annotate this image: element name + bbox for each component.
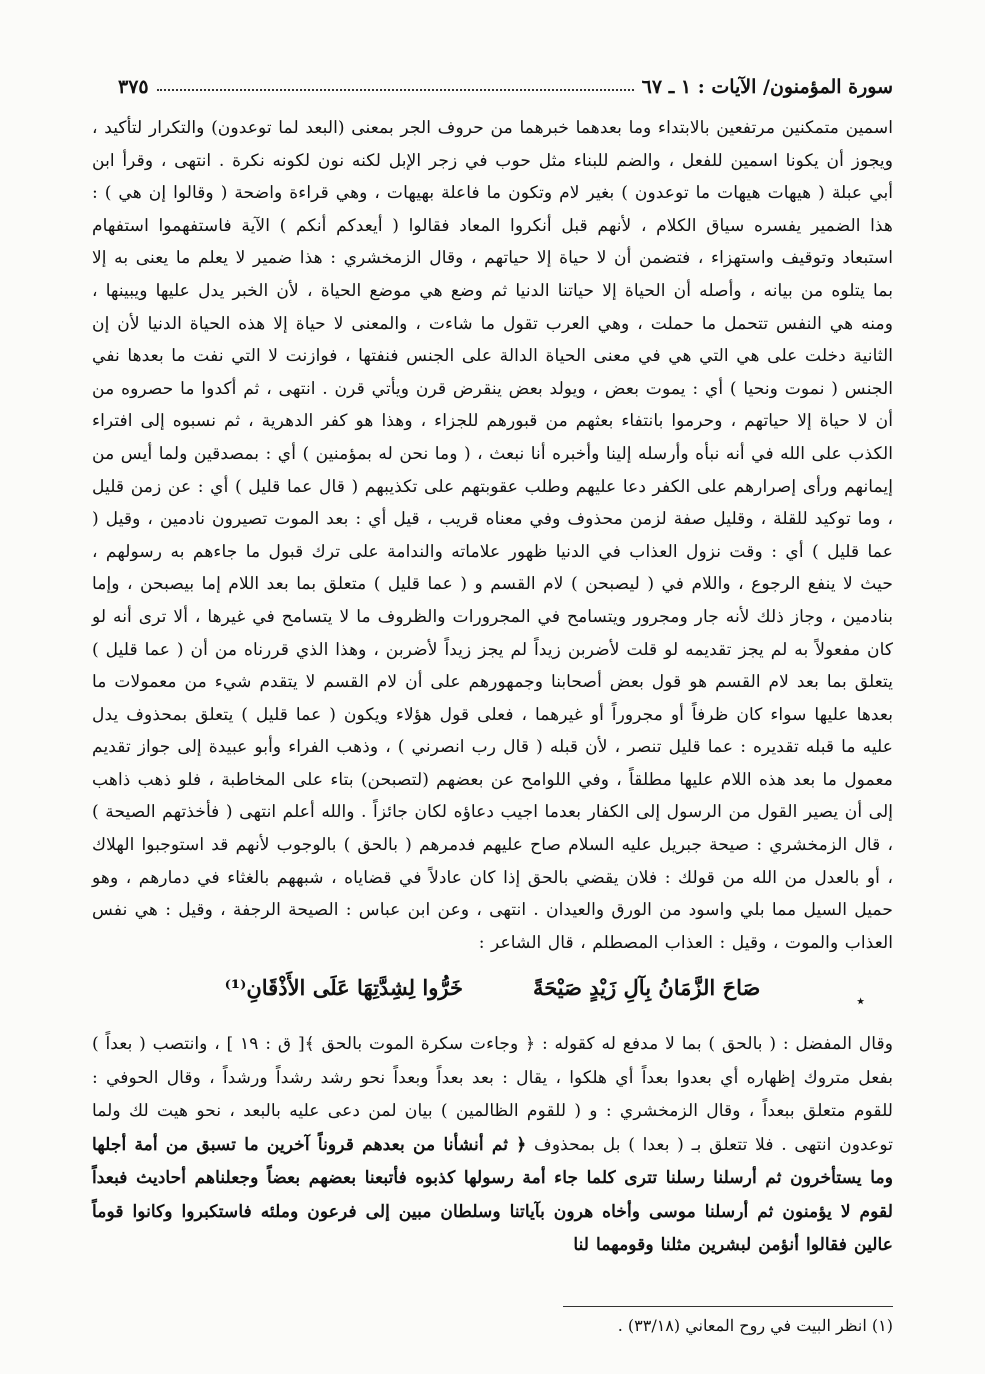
verse-first-hemistich: صَاحَ الزَّمَانُ بِآلِ زَيْدٍ صَيْحَةً — [532, 975, 761, 1000]
verse-second-hemistich: خَرُّوا لِشِدَّتِهَا عَلَى الأَذْقَانِ⁽¹⁾ — [224, 975, 463, 1000]
poetry-verse — [92, 975, 893, 1015]
running-header — [118, 66, 893, 98]
verse-marker: ٭ — [856, 991, 865, 1010]
second-paragraph — [92, 1028, 893, 1263]
footnote-divider — [563, 1306, 893, 1307]
page-number: ٣٧٥ — [118, 76, 149, 98]
paragraph-text: اسمين متمكنين مرتفعين بالابتداء وما بعدهما خبرهما من حروف الجر بمعنى (البعد لما توعدون) والتكرار لتأكيد ، ويجوز أن يكونا اسمين للفعل ، والضم للبناء مثل حوب في زجر الإبل لكنه نون لكونه نكرة . انتهى ، وقرأ ابن أبي عبلة ( هيهات هيهات ما توعدون ) بغير لام وتكون ما فاعلة بهيهات ، وهي قراءة واضحة ( وقالوا إن هي ) : هذا الضمير يفسره سياق الكلام ، لأنهم قبل أنكروا المعاد فقالوا ( أيعدكم أنكم ) الآية فاستفهموا استفهام استبعاد وتوقيف واستهزاء ، فتضمن أن لا حياة إلا حياتهم ، وقال الزمخشري : هذا ضمير لا يعلم ما يعنى به إلا بما يتلوه من بيانه ، وأصله أن الحياة إلا حياتنا الدنيا ثم وضع هي موضع الحياة ، لأن الخبر يدل عليها ويبينها ، ومنه هي النفس تتحمل ما حملت ، وهي العرب تقول ما شاءت ، والمعنى لا حياة إلا هذه الحياة الدنيا لأن إن الثانية دخلت على هي التي هي في معنى الحياة الدالة على الجنس فنفتها ، فوازنت لا التي نفت ما بعدها نفي الجنس ( نموت ونحيا ) أي : يموت بعض ، ويولد بعض ينقرض قرن ويأتي قرن . انتهى ، ثم أكدوا ما حصروه من أن لا حياة إلا حياتهم ، وحرموا بانتفاء بعثهم من قبورهم للجزاء ، وهذا هو كفر الدهرية ، ثم نسبوه إلى افتراء الكذب على الله في أنه نبأه وأرسله إلينا وأخبره أنا نبعث ، ( وما نحن له بمؤمنين ) أي : بمصدقين ولما أيس من إيمانهم ورأى إصرارهم على الكفر دعا عليهم وطلب عقوبتهم على تكذيبهم ( قال عما قليل ) أي : عن زمن قليل ، وما توكيد للقلة ، وقليل صفة لزمن محذوف وفي معناه قريب ، قيل أي : بعد الموت تصيرون نادمين ، وقيل ( عما قليل ) أي : وقت نزول العذاب في الدنيا ظهور علاماته والندامة على ترك قبول ما جاءهم به رسولهم ، حيث لا ينفع الرجوع ، واللام في ( ليصبحن ) لام القسم و ( عما قليل ) متعلق بما بعد اللام إما بيصبحن ، وإما بنادمين ، وجاز ذلك لأنه جار ومجرور ويتسامح في المجرورات والظروف ما لا يتسامح في غيرها ، ألا ترى أنه لو كان مفعولاً به لم يجز تقديمه لو قلت لأضربن زيداً لم يجز زيداً لأضربن ، وهذا الذي قررناه من أن ( عما قليل ) يتعلق بما بعد لام القسم هو قول بعض أصحابنا وجمهورهم على أن لام القسم لا يتقدم شيء من معمولات ما بعدها عليها سواء كان ظرفاً أو مجروراً أو غيرهما ، فعلى قول هؤلاء ويكون ( عما قليل ) يتعلق بمحذوف يدل عليه ما قبله تقديره : عما قليل تنصر ، لأن قبله ( قال رب انصرني ) ، وذهب الفراء وأبو عبيدة إلى جواز تقديم معمول ما بعد هذه اللام عليها مطلقاً ، وفي اللوامح عن بعضهم (لتصبحن) بتاء على المخاطبة ، فلو ذهب ذاهب إلى أن يصير القول من الرسول إلى الكفار بعدما اجيب دعاؤه لكان جائزاً . والله أعلم انتهى ( فأخذتهم الصيحة ) ، قال الزمخشري : صيحة جبريل عليه السلام صاح عليهم فدمرهم ( بالحق ) بالوجوب لأنهم قد استوجبوا الهلاك ، أو بالعدل من الله من قولك : فلان يقضي بالحق إذا كان عادلاً في قضاياه ، شبههم بالغثاء في دمارهم ، وهو حميل السيل مما بلي واسود من الورق والعيدان . انتهى ، وعن ابن عباس : الصيحة الرجفة ، وقيل : هي نفس العذاب والموت ، وقيل : العذاب المصطلم ، قال الشاعر : — [92, 118, 893, 953]
paragraph-2-plain: وقال المفضل : ( بالحق ) بما لا مدفع له كقوله : ﴿ وجاءت سكرة الموت بالحق ﴾[ ق : ١٩ ] ، وانتصب ( بعداً ) بفعل متروك إظهاره أي بعدوا بعداً أي هلكوا ، يقال : بعد بعداً وبعداً نحو رشد رشداً ورشداً ، وقال الحوفي : للقوم متعلق ببعداً ، وقال الزمخشري : و ( للقوم الظالمين ) بيان لمن دعى عليه بالبعد ، نحو هيت لك ولما توعدون انتهى . فلا تتعلق بـ ( بعدا ) بل بمحذوف — [92, 1034, 893, 1155]
main-paragraph — [92, 112, 893, 959]
header-leader-dots — [157, 89, 634, 91]
chapter-title: سورة المؤمنون/ الآيات : ١ ـ ٦٧ — [641, 76, 893, 98]
quranic-verse-bold: ﴿ ثم أنشأنا من بعدهم قروناً آخرين ما تسبق من أمة أجلها وما يستأخرون ثم أرسلنا رسلنا تترى كلما جاء أمة رسولها كذبوه فأتبعنا بعضهم بعضاً وجعلناهم أحاديث فبعداً لقوم لا يؤمنون ثم أرسلنا موسى وأخاه هرون بآياتنا وسلطان مبين إلى فرعون وملئه فاستكبروا وكانوا قوماً عالين فقالوا أنؤمن لبشرين مثلنا وقومهما لنا — [92, 1134, 893, 1255]
paragraph-text-2 — [92, 1028, 893, 1263]
footnote: (١) انظر البيت في روح المعاني (٣٣/١٨) . — [617, 1316, 893, 1335]
